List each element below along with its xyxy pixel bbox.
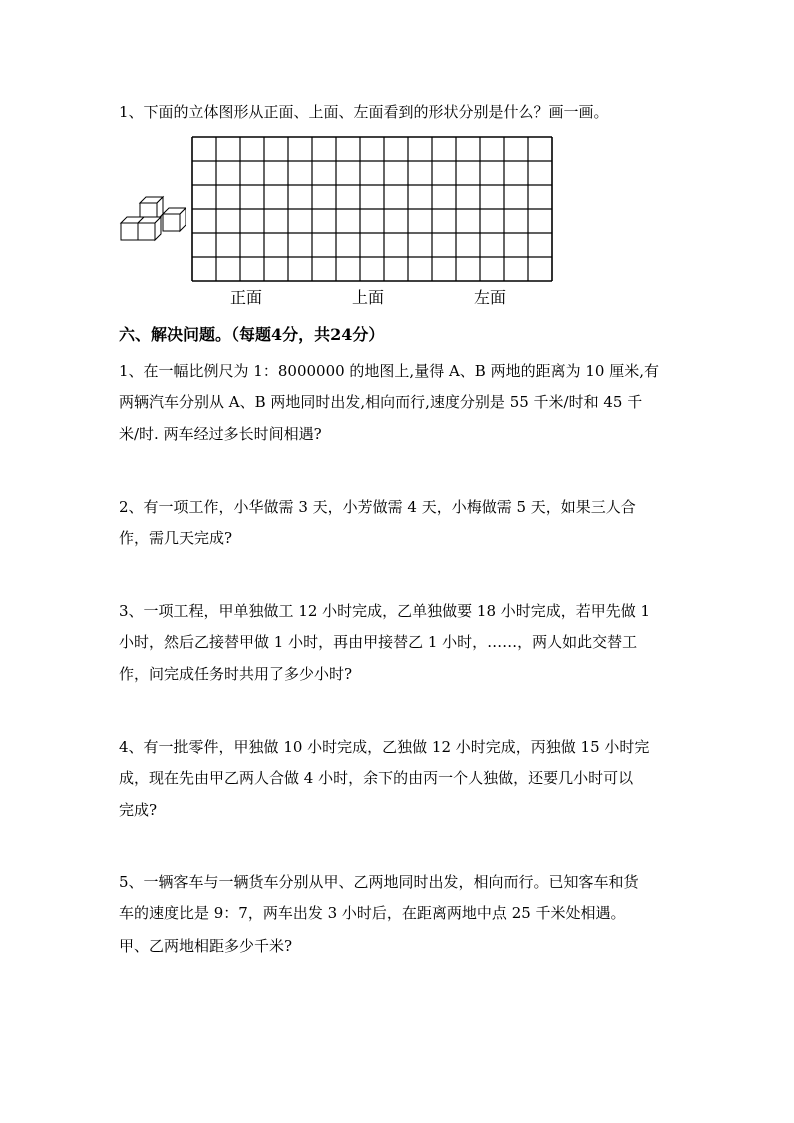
problem-3-line-2: 小时，然后乙接替甲做 1 小时，再由甲接替乙 1 小时，……，两人如此交替工 (119, 633, 638, 651)
problem-2-line-2: 作，需几天完成? (119, 529, 233, 547)
problem-4-line-3: 完成? (119, 801, 158, 819)
problem-4-line-2: 成，现在先由甲乙两人合做 4 小时，余下的由丙一个人独做，还要几小时可以 (119, 769, 634, 787)
view-label-top: 上面 (352, 288, 385, 307)
problem-1-line-3: 米/时. 两车经过多长时间相遇? (119, 425, 322, 443)
view-label-left: 左面 (474, 288, 507, 307)
cube (121, 223, 138, 240)
problem-2-line-1: 2、有一项工作，小华做需 3 天，小芳做需 4 天，小梅做需 5 天，如果三人合 (119, 498, 636, 516)
cube (163, 214, 180, 231)
problem-3-line-1: 3、一项工程，甲单独做工 12 小时完成，乙单独做要 18 小时完成，若甲先做 1 (119, 602, 651, 620)
problem-1-line-1: 1、在一幅比例尺为 1：8000000 的地图上,量得 A、B 两地的距离为 10 厘米,有 (119, 362, 659, 380)
section-heading: 六、解决问题。（每题4分，共24分） (119, 325, 385, 344)
problem-5-line-2: 车的速度比是 9：7，两车出发 3 小时后，在距离两地中点 25 千米处相遇。 (119, 904, 626, 922)
problem-5-line-3: 甲、乙两地相距多少千米? (119, 937, 293, 955)
problem-1-line-2: 两辆汽车分别从 A、B 两地同时出发,相向而行,速度分别是 55 千米/时和 45 千 (119, 393, 643, 411)
cube (138, 223, 155, 240)
drawing-grid (191, 136, 553, 282)
view-question: 1、下面的立体图形从正面、上面、左面看到的形状分别是什么？画一画。 (119, 103, 609, 121)
problem-3-line-3: 作，问完成任务时共用了多少小时? (119, 665, 353, 683)
view-label-front: 正面 (230, 288, 263, 307)
problem-4-line-1: 4、有一批零件，甲独做 10 小时完成，乙独做 12 小时完成，丙独做 15 小时完 (119, 738, 650, 756)
cube-figure (118, 194, 186, 244)
problem-5-line-1: 5、一辆客车与一辆货车分别从甲、乙两地同时出发，相向而行。已知客车和货 (119, 873, 639, 891)
